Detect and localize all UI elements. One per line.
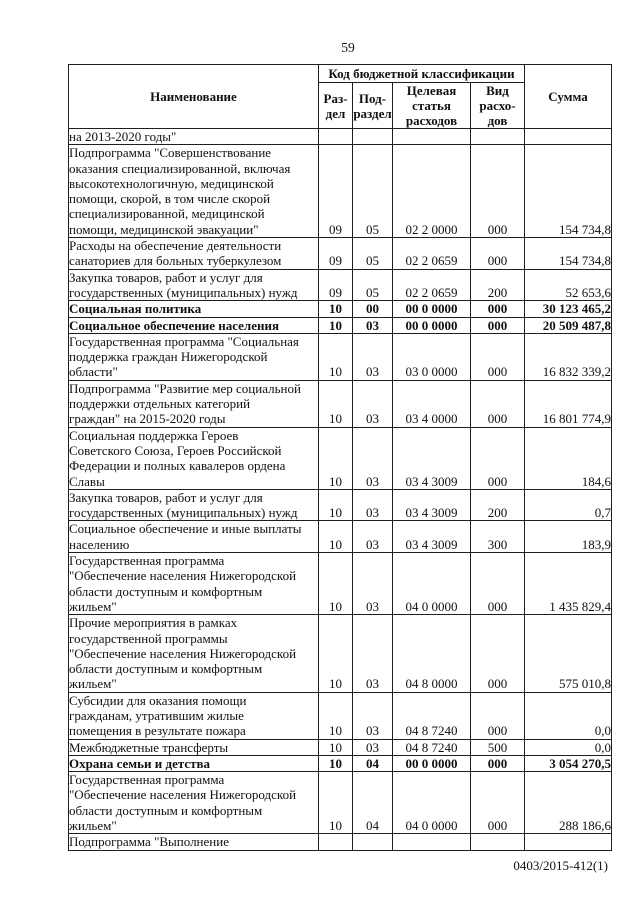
row-podrazdel: 03: [353, 333, 393, 380]
table-row: [69, 553, 612, 615]
row-sum: 184,6: [525, 427, 612, 489]
row-name: Социальная политика: [69, 301, 319, 317]
row-podrazdel: 03: [353, 380, 393, 427]
row-target-article: 02 2 0659: [393, 238, 471, 270]
row-sum: 154 734,8: [525, 145, 612, 238]
row-podrazdel: [353, 834, 393, 850]
row-razdel: [319, 834, 353, 850]
row-name: Субсидии для оказания помощи гражданам, утратившим жилые помещения в результате пожара: [69, 692, 319, 739]
row-name: Межбюджетные трансферты: [69, 739, 319, 755]
row-expense-type: 000: [471, 333, 525, 380]
row-expense-type: 200: [471, 269, 525, 301]
row-sum: 3 054 270,5: [525, 755, 612, 771]
row-razdel: 10: [319, 553, 353, 615]
table-row: [69, 238, 612, 270]
row-razdel: 10: [319, 427, 353, 489]
column-header-sum: Сумма: [525, 65, 612, 129]
header-row: [69, 65, 612, 83]
row-razdel: 09: [319, 145, 353, 238]
column-header-expense-type: Вид расхо- дов: [471, 83, 525, 129]
row-expense-type: [471, 834, 525, 850]
table-row: [69, 301, 612, 317]
row-expense-type: 000: [471, 553, 525, 615]
row-sum: [525, 129, 612, 145]
row-sum: 154 734,8: [525, 238, 612, 270]
row-podrazdel: 03: [353, 553, 393, 615]
table-row: [69, 521, 612, 553]
table-row: [69, 755, 612, 771]
row-podrazdel: 03: [353, 615, 393, 692]
table-row: [69, 489, 612, 521]
row-razdel: 10: [319, 317, 353, 333]
row-target-article: 00 0 0000: [393, 317, 471, 333]
row-podrazdel: 03: [353, 427, 393, 489]
row-sum: 30 123 465,2: [525, 301, 612, 317]
row-podrazdel: 03: [353, 521, 393, 553]
row-name: Закупка товаров, работ и услуг для государственных (муниципальных) нужд: [69, 269, 319, 301]
row-target-article: 03 4 3009: [393, 427, 471, 489]
row-target-article: 00 0 0000: [393, 301, 471, 317]
row-sum: 0,7: [525, 489, 612, 521]
table-row: [69, 317, 612, 333]
table-row: [69, 427, 612, 489]
row-name: Социальная поддержка Героев Советского Союза, Героев Российской Федерации и полных кавалеров ордена Славы: [69, 427, 319, 489]
row-target-article: 03 4 3009: [393, 521, 471, 553]
row-podrazdel: 04: [353, 772, 393, 834]
row-expense-type: 000: [471, 317, 525, 333]
table-row: [69, 269, 612, 301]
row-target-article: 03 4 0000: [393, 380, 471, 427]
row-razdel: 09: [319, 269, 353, 301]
row-expense-type: 000: [471, 238, 525, 270]
row-podrazdel: 00: [353, 301, 393, 317]
table-row: [69, 380, 612, 427]
row-expense-type: 500: [471, 739, 525, 755]
row-name: Подпрограмма "Совершенствование оказания специализированной, включая высокотехнологичную, медицинской помощи, скорой, в том числе скорой специализированной, медицинской помощи, медицинской эвакуации": [69, 145, 319, 238]
row-target-article: [393, 129, 471, 145]
column-header-target-article: Целевая статья расходов: [393, 83, 471, 129]
row-target-article: 03 4 3009: [393, 489, 471, 521]
row-expense-type: [471, 129, 525, 145]
row-expense-type: 000: [471, 755, 525, 771]
row-expense-type: 200: [471, 489, 525, 521]
row-sum: 16 832 339,2: [525, 333, 612, 380]
row-podrazdel: 03: [353, 739, 393, 755]
row-name: Социальное обеспечение и иные выплаты населению: [69, 521, 319, 553]
row-expense-type: 000: [471, 301, 525, 317]
row-target-article: [393, 834, 471, 850]
row-sum: 1 435 829,4: [525, 553, 612, 615]
table-row: [69, 772, 612, 834]
row-name: Государственная программа "Обеспечение населения Нижегородской области доступным и комфортным жильем": [69, 553, 319, 615]
row-expense-type: 300: [471, 521, 525, 553]
row-razdel: 10: [319, 380, 353, 427]
column-header-podrazdel: Под- раздел: [353, 83, 393, 129]
row-target-article: 02 2 0000: [393, 145, 471, 238]
row-sum: 575 010,8: [525, 615, 612, 692]
row-razdel: 10: [319, 521, 353, 553]
table-row: [69, 333, 612, 380]
row-sum: 0,0: [525, 739, 612, 755]
table-row: [69, 692, 612, 739]
row-podrazdel: 03: [353, 317, 393, 333]
row-razdel: 10: [319, 772, 353, 834]
row-name: Расходы на обеспечение деятельности санаториев для больных туберкулезом: [69, 238, 319, 270]
row-razdel: 10: [319, 489, 353, 521]
row-podrazdel: 03: [353, 692, 393, 739]
row-target-article: 04 0 0000: [393, 553, 471, 615]
row-podrazdel: 05: [353, 269, 393, 301]
page-number: 59: [341, 40, 355, 55]
row-target-article: 03 0 0000: [393, 333, 471, 380]
row-podrazdel: 05: [353, 238, 393, 270]
row-expense-type: 000: [471, 772, 525, 834]
row-target-article: 04 8 0000: [393, 615, 471, 692]
row-name: Охрана семьи и детства: [69, 755, 319, 771]
row-name: Подпрограмма "Выполнение: [69, 834, 319, 850]
row-sum: 0,0: [525, 692, 612, 739]
table-row: [69, 145, 612, 238]
table-row: [69, 615, 612, 692]
row-razdel: 10: [319, 739, 353, 755]
row-expense-type: 000: [471, 145, 525, 238]
row-razdel: 10: [319, 615, 353, 692]
row-expense-type: 000: [471, 615, 525, 692]
row-name: Подпрограмма "Развитие мер социальной поддержки отдельных категорий граждан" на 2015-2020 годы: [69, 380, 319, 427]
row-name: на 2013-2020 годы": [69, 129, 319, 145]
row-target-article: 04 8 7240: [393, 692, 471, 739]
row-name: Закупка товаров, работ и услуг для государственных (муниципальных) нужд: [69, 489, 319, 521]
row-podrazdel: [353, 129, 393, 145]
column-header-code-group: Код бюджетной классификации: [319, 65, 525, 83]
row-name: Социальное обеспечение населения: [69, 317, 319, 333]
table-row: [69, 739, 612, 755]
table-row: [69, 129, 612, 145]
row-expense-type: 000: [471, 380, 525, 427]
row-razdel: [319, 129, 353, 145]
row-sum: 16 801 774,9: [525, 380, 612, 427]
row-podrazdel: 05: [353, 145, 393, 238]
row-target-article: 02 2 0659: [393, 269, 471, 301]
row-sum: 288 186,6: [525, 772, 612, 834]
row-expense-type: 000: [471, 427, 525, 489]
row-name: Прочие мероприятия в рамках государственной программы "Обеспечение населения Нижегородской области доступным и комфортным жильем": [69, 615, 319, 692]
column-header-razdel: Раз- дел: [319, 83, 353, 129]
row-expense-type: 000: [471, 692, 525, 739]
row-razdel: 09: [319, 238, 353, 270]
row-razdel: 10: [319, 301, 353, 317]
row-razdel: 10: [319, 755, 353, 771]
document-code: 0403/2015-412(1): [513, 858, 608, 873]
row-name: Государственная программа "Социальная поддержка граждан Нижегородской области": [69, 333, 319, 380]
row-target-article: 04 0 0000: [393, 772, 471, 834]
row-razdel: 10: [319, 333, 353, 380]
row-target-article: 04 8 7240: [393, 739, 471, 755]
row-razdel: 10: [319, 692, 353, 739]
row-sum: 183,9: [525, 521, 612, 553]
column-header-name: Наименование: [69, 65, 319, 129]
row-podrazdel: 03: [353, 489, 393, 521]
budget-table: [68, 64, 612, 851]
row-sum: [525, 834, 612, 850]
row-podrazdel: 04: [353, 755, 393, 771]
table-row: [69, 834, 612, 850]
row-sum: 20 509 487,8: [525, 317, 612, 333]
row-name: Государственная программа "Обеспечение населения Нижегородской области доступным и комфортным жильем": [69, 772, 319, 834]
row-sum: 52 653,6: [525, 269, 612, 301]
row-target-article: 00 0 0000: [393, 755, 471, 771]
